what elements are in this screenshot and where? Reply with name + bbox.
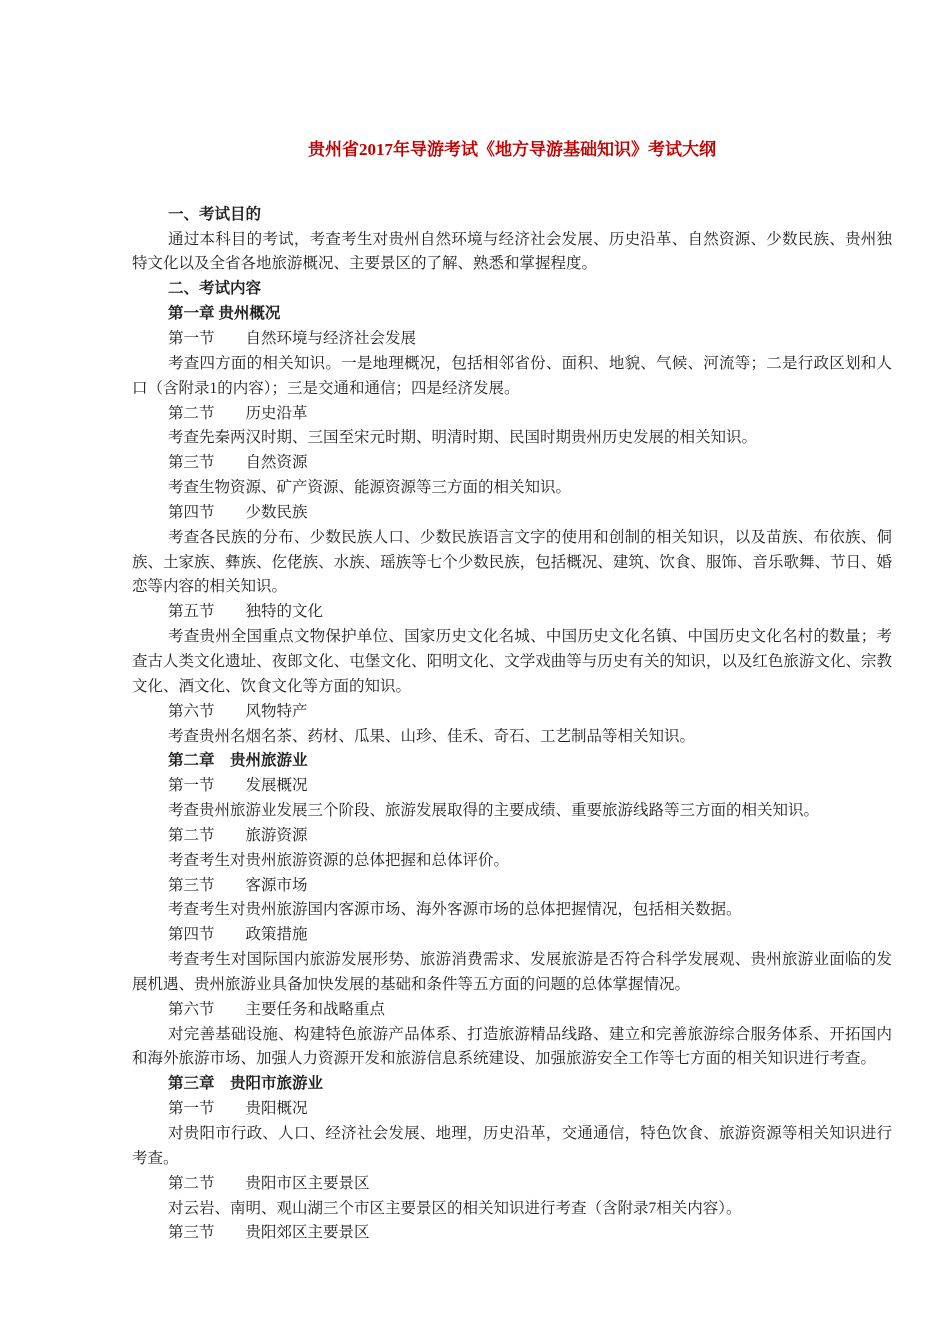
doc-paragraph: 考查生物资源、矿产资源、能源资源等三方面的相关知识。: [167, 479, 571, 497]
doc-section-heading: 第二节 历史沿革: [167, 404, 308, 422]
doc-section-heading: 第一节 自然环境与经济社会发展: [167, 330, 416, 348]
doc-chapter-heading: 第一章 贵州概况: [167, 305, 281, 323]
doc-section-heading: 第二节 旅游资源: [167, 826, 308, 844]
doc-paragraph: 考查四方面的相关知识。一是地理概况，包括相邻省份、面积、地貌、气候、河流等；二是行政区划和人口（含附录1的内容）；三是交通和通信；四是经济发展。: [132, 354, 892, 397]
doc-paragraph: 通过本科目的考试，考查考生对贵州自然环境与经济社会发展、历史沿革、自然资源、少数民族、贵州独特文化以及全省各地旅游概况、主要景区的了解、熟悉和掌握程度。: [132, 230, 892, 273]
doc-numbered-heading: 一、考试目的: [167, 205, 261, 223]
doc-section-heading: 第一节 发展概况: [167, 777, 308, 795]
doc-section-heading: 第一节 贵阳概况: [167, 1100, 308, 1118]
doc-numbered-heading: 二、考试内容: [167, 280, 261, 298]
doc-paragraph: 考查考生对贵州旅游国内客源市场、海外客源市场的总体把握情况，包括相关数据。: [167, 901, 742, 919]
doc-paragraph: 考查考生对国际国内旅游发展形势、旅游消费需求、发展旅游是否符合科学发展观、贵州旅游业面临的发展机遇、贵州旅游业具备加快发展的基础和条件等五方面的问题的总体掌握情况。: [132, 951, 892, 993]
doc-paragraph: 对完善基础设施、构建特色旅游产品体系、打造旅游精品线路、建立和完善旅游综合服务体系、开拓国内和海外旅游市场、加强人力资源开发和旅游信息系统建设、加强旅游安全工作等七方面的相关知识进行考查。: [132, 1025, 892, 1068]
doc-chapter-heading: 第三章 贵阳市旅游业: [167, 1075, 323, 1093]
doc-section-heading: 第六节 风物特产: [167, 702, 308, 720]
doc-paragraph: 考查贵州名烟名茶、药材、瓜果、山珍、佳禾、奇石、工艺制品等相关知识。: [167, 727, 695, 745]
doc-section-heading: 第四节 政策措施: [167, 926, 308, 944]
doc-paragraph: 考查各民族的分布、少数民族人口、少数民族语言文字的使用和创制的相关知识，以及苗族、布依族、侗族、土家族、彝族、仡佬族、水族、瑶族等七个少数民族，包括概况、建筑、饮食、服饰、音乐歌舞、节日、婚恋等内容的相关知识。: [132, 528, 892, 596]
doc-section-heading: 第五节 独特的文化: [167, 603, 323, 621]
doc-paragraph: 考查贵州旅游业发展三个阶段、旅游发展取得的主要成绩、重要旅游线路等三方面的相关知识。: [167, 802, 819, 820]
doc-section-heading: 第六节 主要任务和战略重点: [167, 1000, 385, 1018]
doc-section-heading: 第四节 少数民族: [167, 503, 308, 521]
doc-paragraph: 对贵阳市行政、人口、经济社会发展、地理，历史沿革，交通通信，特色饮食、旅游资源等相关知识进行考查。: [132, 1125, 892, 1167]
doc-paragraph: 考查先秦两汉时期、三国至宋元时期、明清时期、民国时期贵州历史发展的相关知识。: [167, 429, 757, 447]
doc-section-heading: 第三节 自然资源: [167, 454, 308, 472]
doc-section-heading: 第三节 客源市场: [167, 876, 308, 894]
doc-chapter-heading: 第二章 贵州旅游业: [167, 752, 308, 770]
doc-paragraph: 考查贵州全国重点文物保护单位、国家历史文化名城、中国历史文化名镇、中国历史文化名村的数量；考查古人类文化遗址、夜郎文化、屯堡文化、阳明文化、文学戏曲等与历史有关的知识，以及红色旅游文化、宗教文化、酒文化、饮食文化等方面的知识。: [132, 628, 892, 695]
doc-section-heading: 第二节 贵阳市区主要景区: [167, 1174, 370, 1192]
doc-paragraph: 考查考生对贵州旅游资源的总体把握和总体评价。: [167, 851, 509, 869]
document-body: [132, 203, 892, 1246]
doc-section-heading: 第三节 贵阳郊区主要景区: [167, 1224, 370, 1242]
doc-paragraph: 对云岩、南明、观山湖三个市区主要景区的相关知识进行考查（含附录7相关内容）。: [167, 1199, 742, 1217]
document-title: 贵州省2017年导游考试《地方导游基础知识》考试大纲: [308, 140, 716, 159]
